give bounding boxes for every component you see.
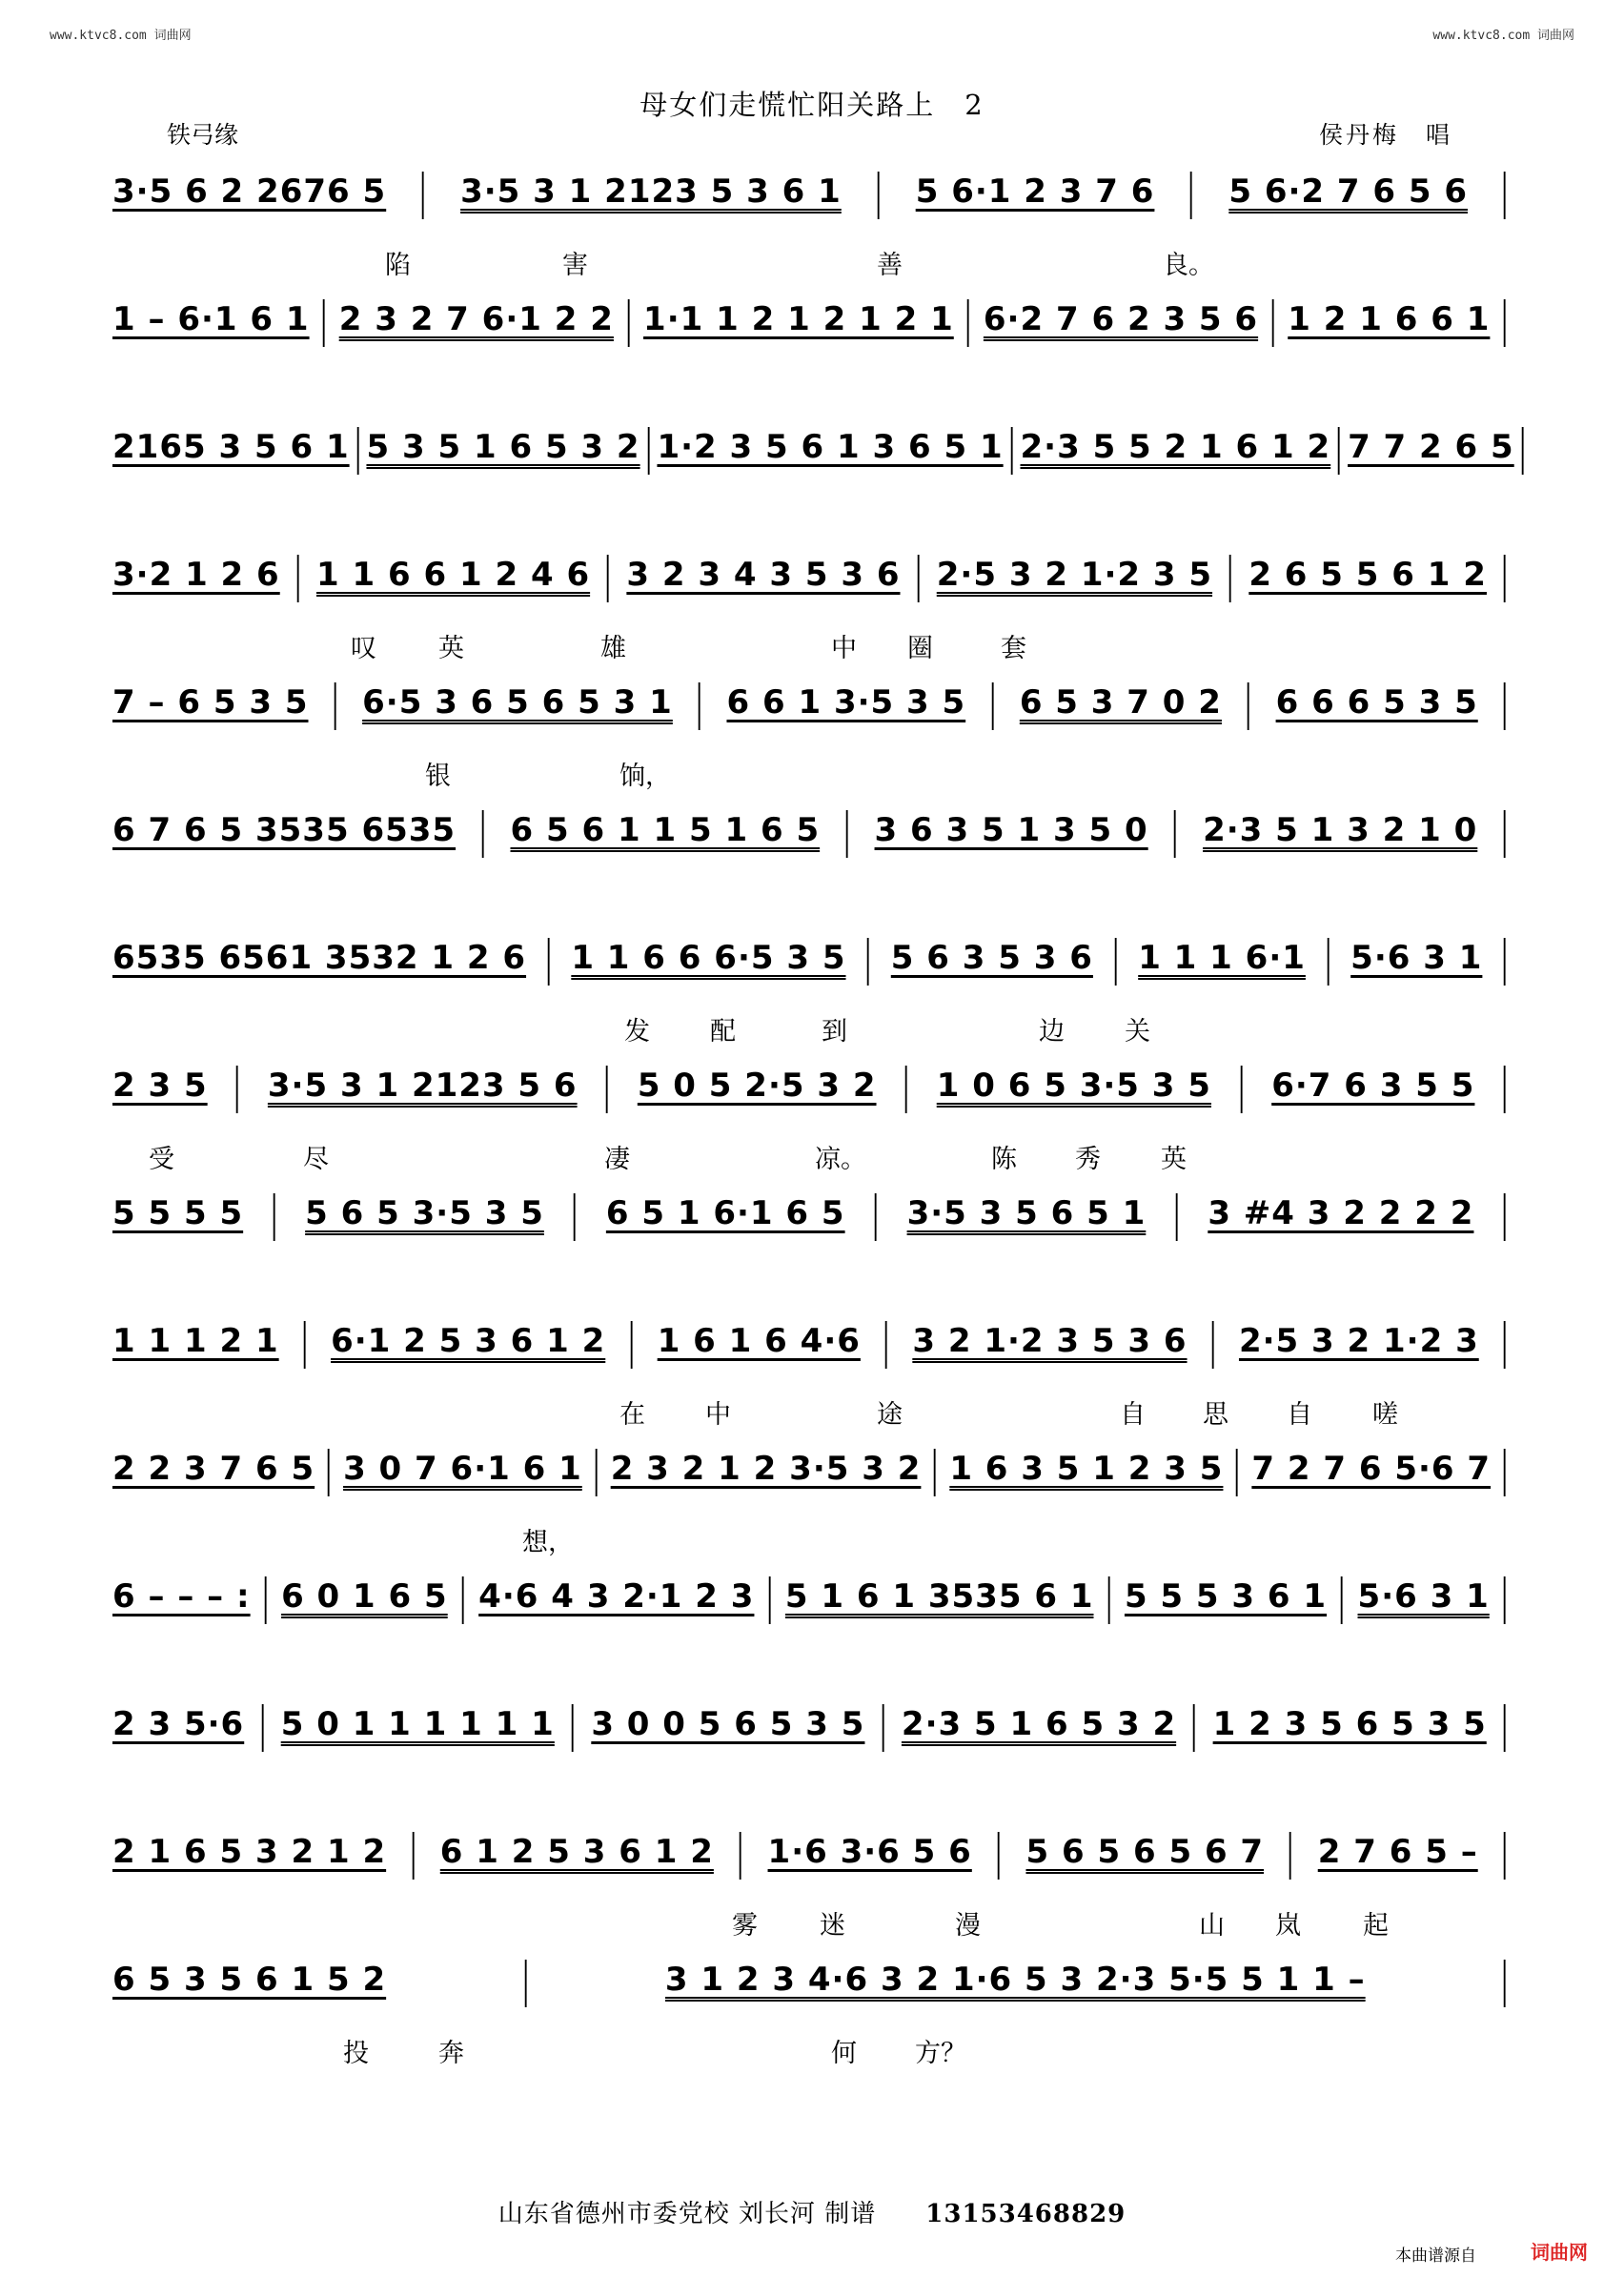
barline: | <box>569 1697 578 1752</box>
barline: | <box>1287 1824 1295 1880</box>
lyrics-line <box>112 1393 1513 1432</box>
lyric-char: 叹 <box>351 634 376 663</box>
lyric-char: 秀 <box>1075 1145 1101 1174</box>
lyric-char: 奔 <box>438 2039 464 2068</box>
barline: | <box>1500 1569 1509 1624</box>
barline: | <box>354 419 362 475</box>
lyric-char: 陷 <box>385 251 411 280</box>
lyric-char: 起 <box>1363 1911 1389 1941</box>
lyric-char: 害 <box>562 251 588 280</box>
lyrics-line <box>112 627 1513 665</box>
barline: | <box>544 930 553 986</box>
lyrics-line <box>112 372 1513 410</box>
lyric-char: 岚 <box>1275 1911 1301 1941</box>
measure: 1 – 6·1 6 1 <box>112 300 310 338</box>
barline: | <box>458 1569 467 1624</box>
barline: | <box>320 292 329 347</box>
lyric-char: 迷 <box>820 1911 845 1941</box>
barline: | <box>233 1058 242 1113</box>
measure: 1 1 6 6 1 2 4 6 <box>315 556 591 594</box>
footer-phone: 13153468829 <box>925 2200 1127 2228</box>
score-system <box>112 801 1513 928</box>
score-system <box>112 1567 1513 1695</box>
score-system <box>112 417 1527 545</box>
measure: 1 1 6 6 6·5 3 5 <box>571 939 846 977</box>
lyric-char: 途 <box>877 1400 903 1430</box>
measure: 1 2 3 5 6 5 3 5 <box>1212 1705 1487 1743</box>
notes-line <box>112 1822 1513 1881</box>
barline: | <box>1500 1697 1509 1752</box>
barline: | <box>1501 1824 1510 1880</box>
barline: | <box>627 1313 636 1369</box>
measure: 3·5 3 1 2123 5 3 6 1 <box>460 173 842 211</box>
barline: | <box>644 419 653 475</box>
score-system <box>112 673 1513 801</box>
measure: 3 2 3 4 3 5 3 6 <box>626 556 901 594</box>
measure: 1 6 1 6 4·6 <box>657 1322 861 1360</box>
notes-line <box>112 290 1513 349</box>
barline: | <box>883 1313 891 1369</box>
barline: | <box>294 547 302 602</box>
score-system <box>112 1695 1513 1822</box>
barline: | <box>879 1697 887 1752</box>
barline: | <box>1007 419 1016 475</box>
measure: 1·6 3·6 5 6 <box>767 1833 972 1871</box>
lyric-char: 关 <box>1125 1017 1150 1047</box>
watermark-left: www.ktvc8.com 词曲网 <box>50 29 192 43</box>
barline: | <box>1500 803 1510 858</box>
singer-credit: 侯丹梅 唱 <box>1319 121 1453 149</box>
side-watermark-strip-left <box>6 57 19 2220</box>
measure: 3·2 1 2 6 <box>112 556 280 594</box>
measure: 2·5 3 2 1·2 3 5 <box>936 556 1213 594</box>
measure: 3·5 3 1 2123 5 6 <box>267 1067 578 1105</box>
measure: 6 5 3 5 6 1 5 2 <box>112 1961 387 1999</box>
barline: | <box>1500 1313 1509 1369</box>
measure: 3 0 7 6·1 6 1 <box>343 1450 582 1488</box>
measure: 3·5 6 2 2676 5 <box>112 173 387 211</box>
lyric-char: 中 <box>831 634 857 663</box>
measure: 3 1 2 3 4·6 3 2 1·6 5 3 2·3 5·5 5 1 1 – <box>664 1961 1366 1999</box>
barline: | <box>842 803 851 858</box>
measure: 1·1 1 2 1 2 1 2 1 <box>643 300 954 338</box>
score-system <box>112 1184 1513 1311</box>
measure: 6·5 3 6 5 6 5 3 1 <box>362 683 673 722</box>
barline: | <box>1233 1441 1242 1496</box>
measure: 6·1 2 5 3 6 1 2 <box>331 1322 606 1360</box>
measure: 2 3 2 7 6·1 2 2 <box>338 300 614 338</box>
notes-line <box>112 801 1513 860</box>
measure: 5 3 5 1 6 5 3 2 <box>366 428 640 466</box>
measure: 7 2 7 6 5·6 7 <box>1251 1450 1492 1488</box>
measure: 5 5 5 5 <box>112 1194 244 1232</box>
lyrics-line <box>112 2032 1513 2070</box>
barline: | <box>1237 1058 1246 1113</box>
barline: | <box>592 1441 600 1496</box>
barline: | <box>478 803 487 858</box>
barline: | <box>1501 547 1510 602</box>
lyric-char: 自 <box>1120 1400 1146 1430</box>
lyric-char: 良。 <box>1163 251 1214 280</box>
barline: | <box>419 164 428 219</box>
barline: | <box>872 1186 881 1241</box>
measure: 1 1 1 6·1 <box>1138 939 1306 977</box>
measure: 2·5 3 2 1·2 3 <box>1238 1322 1479 1360</box>
score-system <box>112 1311 1513 1439</box>
barline: | <box>1105 1569 1113 1624</box>
barline: | <box>1518 419 1527 475</box>
measure: 6 5 1 6·1 6 5 <box>605 1194 845 1232</box>
measure: 1 6 3 5 1 2 3 5 <box>949 1450 1224 1488</box>
side-watermark-strip-right <box>1605 57 1618 2220</box>
footer-credit-text: 山东省德州市委党校 刘长河 制谱 <box>497 2200 877 2228</box>
lyric-char: 想， <box>522 1528 574 1557</box>
measure: 4·6 4 3 2·1 2 3 <box>478 1577 755 1616</box>
lyric-char: 方？ <box>915 2039 966 2068</box>
barline: | <box>1501 930 1510 986</box>
lyric-char: 思 <box>1203 1400 1228 1430</box>
notes-line <box>112 162 1513 221</box>
lyric-char: 套 <box>1001 634 1026 663</box>
measure: 2·3 5 1 6 5 3 2 <box>901 1705 1177 1743</box>
measure: 6·2 7 6 2 3 5 6 <box>983 300 1259 338</box>
measure: 5 1 6 1 3535 6 1 <box>784 1577 1094 1616</box>
measure: 6 0 1 6 5 <box>281 1577 448 1616</box>
lyric-char: 英 <box>438 634 464 663</box>
barline: | <box>521 1952 530 2007</box>
measure: 2 6 5 5 6 1 2 <box>1248 556 1487 594</box>
barline: | <box>603 1058 612 1113</box>
notes-line <box>112 1056 1513 1115</box>
barline: | <box>964 292 973 347</box>
measure: 6535 6561 3532 1 2 6 <box>112 939 527 977</box>
lyric-char: 在 <box>619 1400 645 1430</box>
tune-name: 铁弓缘 <box>167 121 239 149</box>
measure: 5 6 5 3·5 3 5 <box>305 1194 544 1232</box>
barline: | <box>1335 419 1344 475</box>
lyrics-line <box>112 1521 1513 1559</box>
barline: | <box>1269 292 1277 347</box>
measure: 2 3 2 1 2 3·5 3 2 <box>610 1450 922 1488</box>
barline: | <box>1171 803 1180 858</box>
barline: | <box>1501 675 1510 730</box>
barline: | <box>300 1313 309 1369</box>
measure: 6 – – – : <box>112 1577 251 1616</box>
measure: 2 7 6 5 – <box>1317 1833 1478 1871</box>
barline: | <box>1188 164 1196 219</box>
measure: 6 7 6 5 3535 6535 <box>112 811 457 849</box>
barline: | <box>1227 547 1235 602</box>
lyric-char: 银 <box>425 762 451 791</box>
measure: 5 6·2 7 6 5 6 <box>1228 173 1469 211</box>
lyric-char: 到 <box>822 1017 847 1047</box>
score-system <box>112 1822 1513 1950</box>
lyric-char: 漫 <box>955 1911 981 1941</box>
lyric-char: 受 <box>149 1145 174 1174</box>
score-body <box>112 162 1527 2078</box>
measure: 6 5 3 7 0 2 <box>1019 683 1222 722</box>
lyric-char: 何 <box>831 2039 857 2068</box>
measure: 2165 3 5 6 1 <box>112 428 350 466</box>
lyric-char: 凉。 <box>815 1145 866 1174</box>
lyrics-line <box>112 1138 1513 1176</box>
barline: | <box>988 675 997 730</box>
notes-line <box>112 545 1513 604</box>
barline: | <box>1208 1313 1217 1369</box>
lyric-char: 雾 <box>732 1911 758 1941</box>
measure: 1·2 3 5 6 1 3 6 5 1 <box>657 428 1004 466</box>
lyric-char: 嗟 <box>1372 1400 1398 1430</box>
lyric-char: 配 <box>710 1017 736 1047</box>
barline: | <box>874 164 883 219</box>
barline: | <box>331 675 339 730</box>
lyrics-line <box>112 1904 1513 1942</box>
score-system <box>112 1950 1513 2078</box>
notes-line <box>112 1567 1513 1626</box>
score-system <box>112 928 1513 1056</box>
score-system <box>112 290 1513 417</box>
notes-line <box>112 1439 1513 1498</box>
lyric-char: 饷， <box>619 762 671 791</box>
lyrics-line <box>112 1649 1513 1687</box>
measure: 1 2 1 6 6 1 <box>1288 300 1491 338</box>
lyrics-line <box>112 755 1513 793</box>
site-logo: 词曲网 <box>1531 2241 1588 2264</box>
barline: | <box>261 1569 270 1624</box>
lyric-char: 自 <box>1287 1400 1312 1430</box>
barline: | <box>696 675 704 730</box>
lyric-char: 雄 <box>600 634 626 663</box>
lyric-char: 凄 <box>604 1145 630 1174</box>
barline: | <box>1245 675 1253 730</box>
measure: 5 6 5 6 5 6 7 <box>1025 1833 1265 1871</box>
measure: 7 – 6 5 3 5 <box>112 683 309 722</box>
measure: 6 6 1 3·5 3 5 <box>726 683 966 722</box>
barline: | <box>1500 292 1509 347</box>
score-system <box>112 1056 1513 1184</box>
page-title: 母女们走慌忙阳关路上 2 <box>639 89 985 121</box>
measure: 5 6 3 5 3 6 <box>890 939 1093 977</box>
barline: | <box>995 1824 1004 1880</box>
notes-line <box>112 673 1513 732</box>
lyric-char: 英 <box>1161 1145 1187 1174</box>
barline: | <box>624 292 633 347</box>
measure: 7 7 2 6 5 <box>1348 428 1514 466</box>
measure: 5 5 5 3 6 1 <box>1124 1577 1328 1616</box>
barline: | <box>864 930 873 986</box>
measure: 3 0 0 5 6 5 3 5 <box>591 1705 865 1743</box>
measure: 5 0 5 2·5 3 2 <box>637 1067 877 1105</box>
measure: 3 2 1·2 3 5 3 6 <box>912 1322 1188 1360</box>
measure: 1 1 1 2 1 <box>112 1322 279 1360</box>
lyrics-line <box>112 1777 1513 1815</box>
barline: | <box>931 1441 940 1496</box>
measure: 5 6·1 2 3 7 6 <box>915 173 1155 211</box>
lyric-char: 善 <box>877 251 903 280</box>
measure: 5 0 1 1 1 1 1 1 <box>280 1705 555 1743</box>
score-system <box>112 1439 1513 1567</box>
barline: | <box>1172 1186 1181 1241</box>
notes-line <box>112 1950 1513 2009</box>
lyrics-line <box>112 1010 1513 1048</box>
measure: 5·6 3 1 <box>1350 939 1483 977</box>
lyric-char: 圈 <box>907 634 933 663</box>
lyric-char: 投 <box>343 2039 369 2068</box>
measure: 3·5 3 5 6 5 1 <box>906 1194 1147 1232</box>
notes-line <box>112 1695 1513 1754</box>
lyric-char: 边 <box>1039 1017 1065 1047</box>
lyric-char: 陈 <box>991 1145 1017 1174</box>
measure: 6 6 6 5 3 5 <box>1275 683 1478 722</box>
watermark-right: www.ktvc8.com 词曲网 <box>1432 29 1574 43</box>
barline: | <box>737 1824 745 1880</box>
notes-line <box>112 417 1527 477</box>
score-system <box>112 162 1513 290</box>
barline: | <box>571 1186 579 1241</box>
barline: | <box>903 1058 911 1113</box>
measure: 2 1 6 5 3 2 1 2 <box>112 1833 387 1871</box>
barline: | <box>1500 164 1510 219</box>
measure: 6·7 6 3 5 5 <box>1271 1067 1475 1105</box>
lyrics-line <box>112 244 1513 282</box>
lyric-char: 尽 <box>303 1145 329 1174</box>
barline: | <box>1501 1058 1510 1113</box>
lyrics-line <box>112 499 1513 538</box>
barline: | <box>1500 1186 1509 1241</box>
barline: | <box>1501 1441 1510 1496</box>
lyrics-line <box>112 883 1513 921</box>
measure: 5·6 3 1 <box>1357 1577 1490 1616</box>
notes-line <box>112 928 1513 987</box>
lyrics-line <box>112 1266 1513 1304</box>
barline: | <box>914 547 923 602</box>
barline: | <box>1111 930 1120 986</box>
barline: | <box>270 1186 278 1241</box>
barline: | <box>325 1441 334 1496</box>
lyric-char: 中 <box>705 1400 731 1430</box>
barline: | <box>258 1697 267 1752</box>
score-system <box>112 545 1513 673</box>
barline: | <box>765 1569 774 1624</box>
barline: | <box>1501 1952 1510 2007</box>
measure: 2·3 5 5 2 1 6 1 2 <box>1020 428 1331 466</box>
measure: 2·3 5 1 3 2 1 0 <box>1203 811 1478 849</box>
barline: | <box>1190 1697 1199 1752</box>
measure: 1 0 6 5 3·5 3 5 <box>936 1067 1211 1105</box>
measure: 2 3 5 <box>112 1067 208 1105</box>
measure: 2 3 5·6 <box>112 1705 245 1743</box>
measure: 2 2 3 7 6 5 <box>112 1450 315 1488</box>
lyric-char: 山 <box>1199 1911 1225 1941</box>
notes-line <box>112 1311 1513 1371</box>
barline: | <box>409 1824 417 1880</box>
measure: 3 #4 3 2 2 2 2 <box>1208 1194 1474 1232</box>
measure: 6 5 6 1 1 5 1 6 5 <box>510 811 821 849</box>
barline: | <box>1324 930 1332 986</box>
footer-credit <box>0 2194 1624 2229</box>
measure: 6 1 2 5 3 6 1 2 <box>439 1833 714 1871</box>
barline: | <box>1338 1569 1347 1624</box>
lyric-char: 发 <box>624 1017 650 1047</box>
notes-line <box>112 1184 1513 1243</box>
barline: | <box>604 547 613 602</box>
measure: 3 6 3 5 1 3 5 0 <box>874 811 1148 849</box>
source-label: 本曲谱源自 <box>1395 2247 1476 2266</box>
